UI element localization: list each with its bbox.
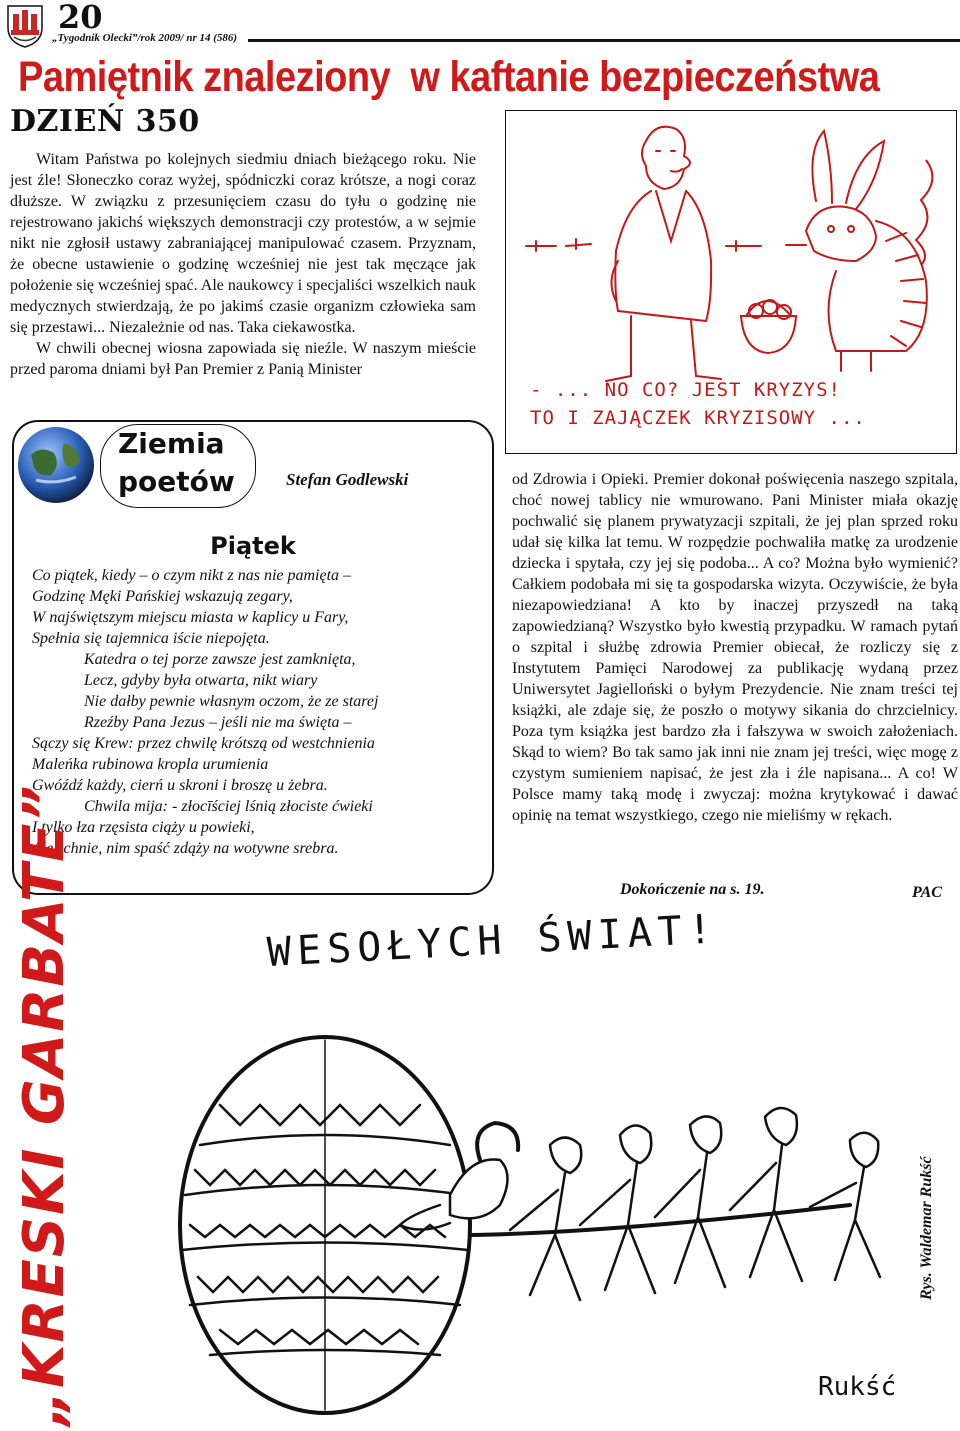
poem-line: W najświętszym miejscu miasta w kaplicy u Fary, <box>32 609 349 626</box>
day-title: DZIEŃ 350 <box>10 104 200 139</box>
cartoon2-caption: WESOŁYCH ŚWIAT! <box>266 906 720 976</box>
poem-line: Ale schnie, nim spaść zdąży na wotywne srebra. <box>32 840 339 857</box>
header-rule <box>248 39 960 42</box>
article-column-right <box>512 469 958 826</box>
poem-line: Nie dałby pewnie własnym oczom, że ze starej <box>84 693 379 710</box>
town-crest-icon <box>6 4 44 48</box>
poem-line: Spełnia się tajemnica iście niepojęta. <box>32 630 270 647</box>
poem <box>32 565 487 859</box>
continued-note: Dokończenie na s. 19. <box>620 881 765 898</box>
poem-line: Sączy się Krew: przez chwilę krótszą od westchnienia <box>32 735 375 752</box>
poem-line: I tylko łza rzęsista ciąży u powieki, <box>32 819 255 836</box>
cartoon1-caption-line: - ... NO CO? JEST KRYZYS! <box>530 379 841 401</box>
article-signature: PAC <box>912 884 942 901</box>
issue-info: „Tygodnik Olecki”/rok 2009/ nr 14 (586) <box>52 32 238 44</box>
poem-author: Stefan Godlewski <box>286 470 409 489</box>
poem-line: Gwóźdź każdy, cierń u skroni i broszę u żebra. <box>32 777 328 794</box>
poem-line: Godzinę Męki Pańskiej wskazują zegary, <box>32 588 293 605</box>
poem-line: Maleńka rubinowa kropla urumienia <box>32 756 269 773</box>
section-title-line: Ziemia <box>118 427 225 460</box>
cartoon1-caption-line: TO I ZAJĄCZEK KRYZISOWY ... <box>530 407 866 429</box>
article-column-left <box>10 149 476 380</box>
poem-line: Lecz, gdyby była otwarta, nikt wiary <box>84 672 318 689</box>
cartoon2-signature: Rukść <box>818 1372 897 1402</box>
section-title <box>118 425 235 501</box>
article-paragraph: W chwili obecnej wiosna zapowiada się nieźle. W naszym mieście przed paroma dniami był Pan Premier z Panią Minister <box>10 340 476 378</box>
poem-line: Katedra o tej porze zawsze jest zamknięta, <box>84 651 356 668</box>
article-paragraph: Witam Państwa po kolejnych siedmiu dniach bieżącego roku. Nie jest źle! Słoneczko coraz wyżej, spódniczki coraz krótsze, a nogi coraz dłuższe. W związku z przesunięciem czasu do tyłu o godzinę nie rejestrowano jakichś większych demonstracji czy protestów, a w sejmie nikt nie zgłosił ustawy zabraniającej manipulować czasem. Przyznam, że obecne ustawienie o godzinę wcześniej nie jest tak męczące jak położenie się wcześniej spać. Ale naukowcy i specjaliści wszelkich nauk medycznych stwierdzają, że po jakimś czasie organizm człowieka sam się przestawi... Niezależnie od nas. Taka ciekawostka. <box>10 151 476 336</box>
headline: Pamiętnik znaleziony w kaftanie bezpieczeństwa <box>18 54 880 102</box>
page-number: 20 <box>58 0 103 36</box>
poem-line: Chwila mija: - złocīściej lśnią złociste ćwieki <box>84 798 373 815</box>
cartoon1-signature <box>896 150 956 270</box>
globe-icon <box>16 425 96 505</box>
poem-line: Rzeźby Pana Jezus – jeśli nie ma święta – <box>84 714 352 731</box>
kreski-garbate-title: „KRESKI GARBATE” <box>12 783 77 1426</box>
illustration-credit: Rys. Waldemar Rukść <box>918 1156 935 1300</box>
cartoon-easter-egg <box>150 905 910 1425</box>
poem-title: Piątek <box>210 532 296 560</box>
section-title-line: poetów <box>118 465 235 498</box>
cartoon1-caption <box>530 376 950 432</box>
article-paragraph: od Zdrowia i Opieki. Premier dokonał poświęcenia naszego szpitala, choć nowej tablicy nie wmurowano. Pani Minister miała okazję pochwalić się planem prywatyzacji szpitali, że jej plan sprzed roku udał się kilka lat temu. W rozpędzie pochwaliła matkę za urodzenie dziecka i spytała, czy jej się podoba... A co? Można było wymienić? Całkiem podobała mi się ta gospodarska wizyta. Oczywiście, że była niezapowiedziana! A kto by inaczej przyszedł na taką zapowiedzianą? Wszystko było kwestią przypadku. W ramach pytań o szpital i służbę zdrowia Premier obiecał, że rozliczy się z Instytutem Pamięci Narodowej za publikację wydaną przez Uniwersytet Jagielloński o byłym Prezydencie. Nie znam treści tej książki, ale zdaje się, że poszło o motywy sikania do chrzcielnicy. Poza tym książka jest bardzo zła i fałszywa w swoich założeniach. Skąd to wiem? Bo tak samo jak inni nie znam jej treści, więc mogę z czystym sumieniem napisać, że jest zła i źle napisana... A co! W Polsce mamy taką modę i zwyczaj: można krytykować i dawać opinię na temat wszystkiego, czego nie mieliśmy w rękach. <box>512 471 958 824</box>
poem-line: Co piątek, kiedy – o czym nikt z nas nie pamięta – <box>32 567 352 584</box>
